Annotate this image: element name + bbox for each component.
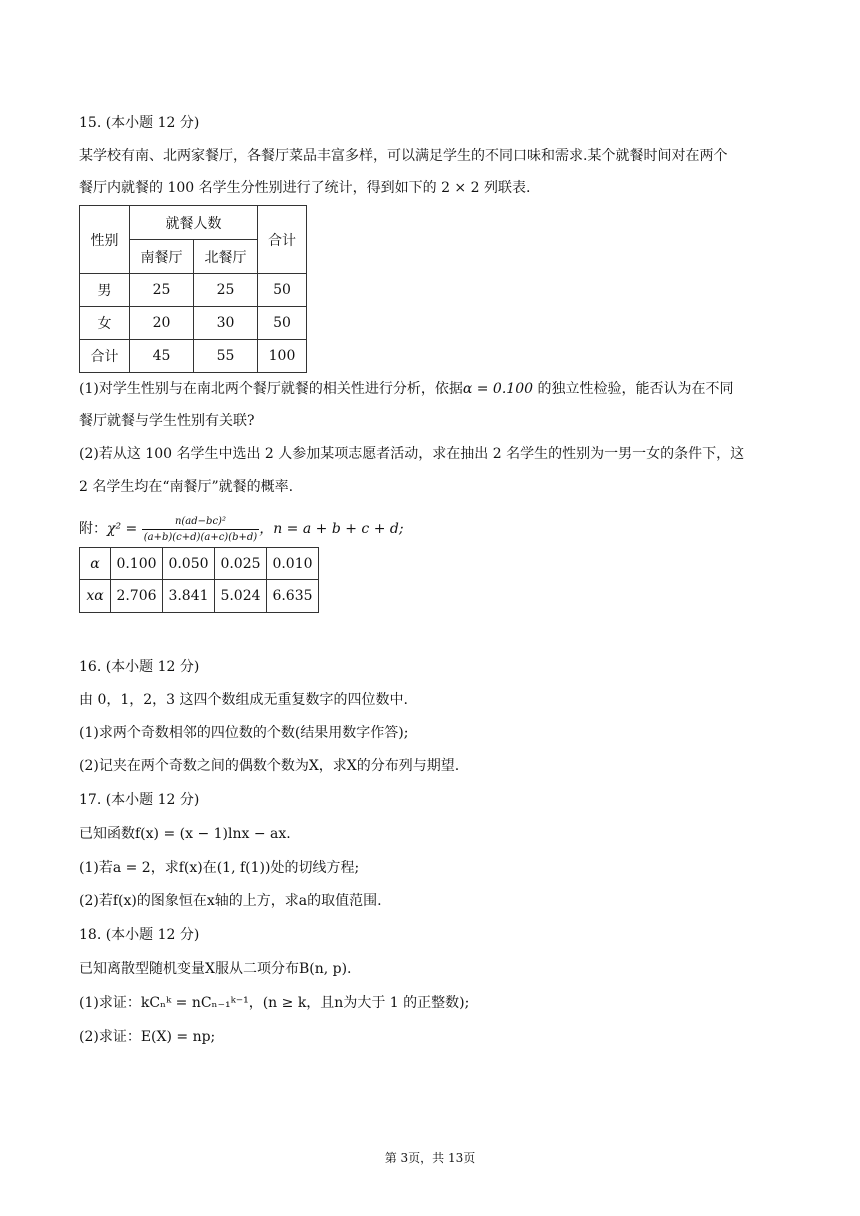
q15-part1-text-a: (1)对学生性别与在南北两个餐厅就餐的相关性进行分析，依据 [79, 381, 463, 397]
cell-total: 50 [258, 307, 307, 340]
q15-intro-line2: 餐厅内就餐的 100 名学生分性别进行了统计，得到如下的 2 × 2 列联表. [79, 180, 531, 196]
cell-south: 20 [130, 307, 194, 340]
q16-line2: (1)求两个奇数相邻的四位数的个数(结果用数字作答); [79, 725, 409, 741]
chi-numerator: n(ad−bc)² [142, 515, 259, 530]
cell-south: 45 [130, 340, 194, 373]
table-row [80, 548, 319, 580]
q15-intro-line1: 某学校有南、北两家餐厅，各餐厅菜品丰富多样，可以满足学生的不同口味和需求.某个就餐时间对在两个 [79, 148, 728, 164]
q17-line3: (2)若f(x)的图象恒在x轴的上方，求a的取值范围. [79, 893, 382, 909]
cell-north: 55 [194, 340, 258, 373]
row-label: 合计 [80, 340, 130, 373]
chi-fraction [142, 515, 259, 544]
q17-header: 17. (本小题 12 分) [79, 792, 200, 808]
table-header-south: 南餐厅 [130, 240, 194, 274]
cell-total: 50 [258, 274, 307, 307]
table-header-dining: 就餐人数 [130, 206, 258, 240]
q17-line2: (1)若a = 2，求f(x)在(1, f(1))处的切线方程; [79, 860, 360, 876]
table-header-north: 北餐厅 [194, 240, 258, 274]
table-row [80, 307, 307, 340]
cell-south: 25 [130, 274, 194, 307]
table-header-total: 合计 [258, 206, 307, 274]
alpha-cell: 0.010 [267, 548, 319, 580]
q18-line2: (1)求证：kCₙᵏ = nCₙ₋₁ᵏ⁻¹，(n ≥ k，且n为大于 1 的正整数); [79, 995, 470, 1011]
alpha-cell: 0.100 [111, 548, 163, 580]
q15-part2-line2: 2 名学生均在“南餐厅”就餐的概率. [79, 479, 294, 495]
cell-north: 30 [194, 307, 258, 340]
alpha-cell: 0.025 [215, 548, 267, 580]
chi-lhs: χ² = [107, 521, 138, 537]
alpha-cell: 0.050 [163, 548, 215, 580]
appendix-label: 附： [79, 521, 107, 537]
cell-north: 25 [194, 274, 258, 307]
x-alpha-cell: 5.024 [215, 580, 267, 613]
x-alpha-cell: 6.635 [267, 580, 319, 613]
table-row [80, 340, 307, 373]
table-row [80, 580, 319, 613]
q18-line1: 已知离散型随机变量X服从二项分布B(n, p). [79, 961, 352, 977]
q15-part2-line1: (2)若从这 100 名学生中选出 2 人参加某项志愿者活动，求在抽出 2 名学生的性别为一男一女的条件下，这 [79, 446, 745, 462]
table-header-gender: 性别 [80, 206, 130, 274]
row-label: 男 [80, 274, 130, 307]
q18-header: 18. (本小题 12 分) [79, 927, 200, 943]
alpha-row-label: α [80, 548, 111, 580]
q15-part1-text-b: 的独立性检验，能否认为在不同 [537, 381, 734, 397]
contingency-table [79, 205, 307, 373]
critical-value-table [79, 547, 319, 613]
x-alpha-cell: 2.706 [111, 580, 163, 613]
row-label: 女 [80, 307, 130, 340]
x-alpha-cell: 3.841 [163, 580, 215, 613]
chi-denominator: (a+b)(c+d)(a+c)(b+d) [143, 531, 258, 543]
q16-header: 16. (本小题 12 分) [79, 659, 200, 675]
alpha-expression: α = 0.100 [462, 381, 534, 397]
x-alpha-row-label: xα [80, 580, 111, 613]
q18-line3: (2)求证：E(X) = np; [79, 1029, 216, 1045]
q16-line1: 由 0，1，2，3 这四个数组成无重复数字的四位数中. [79, 692, 408, 708]
q16-line3: (2)记夹在两个奇数之间的偶数个数为X，求X的分布列与期望. [79, 758, 460, 774]
page-footer: 第 3页，共 13页 [384, 1151, 476, 1165]
q17-line1: 已知函数f(x) = (x − 1)lnx − ax. [79, 826, 291, 842]
chi-square-formula [79, 514, 404, 544]
table-row [80, 274, 307, 307]
q15-header: 15. (本小题 12 分) [79, 115, 200, 131]
chi-rest: ，n = a + b + c + d; [259, 521, 404, 537]
q15-part1-line1 [79, 379, 733, 399]
q15-part1-line2: 餐厅就餐与学生性别有关联? [79, 413, 255, 429]
cell-total: 100 [258, 340, 307, 373]
